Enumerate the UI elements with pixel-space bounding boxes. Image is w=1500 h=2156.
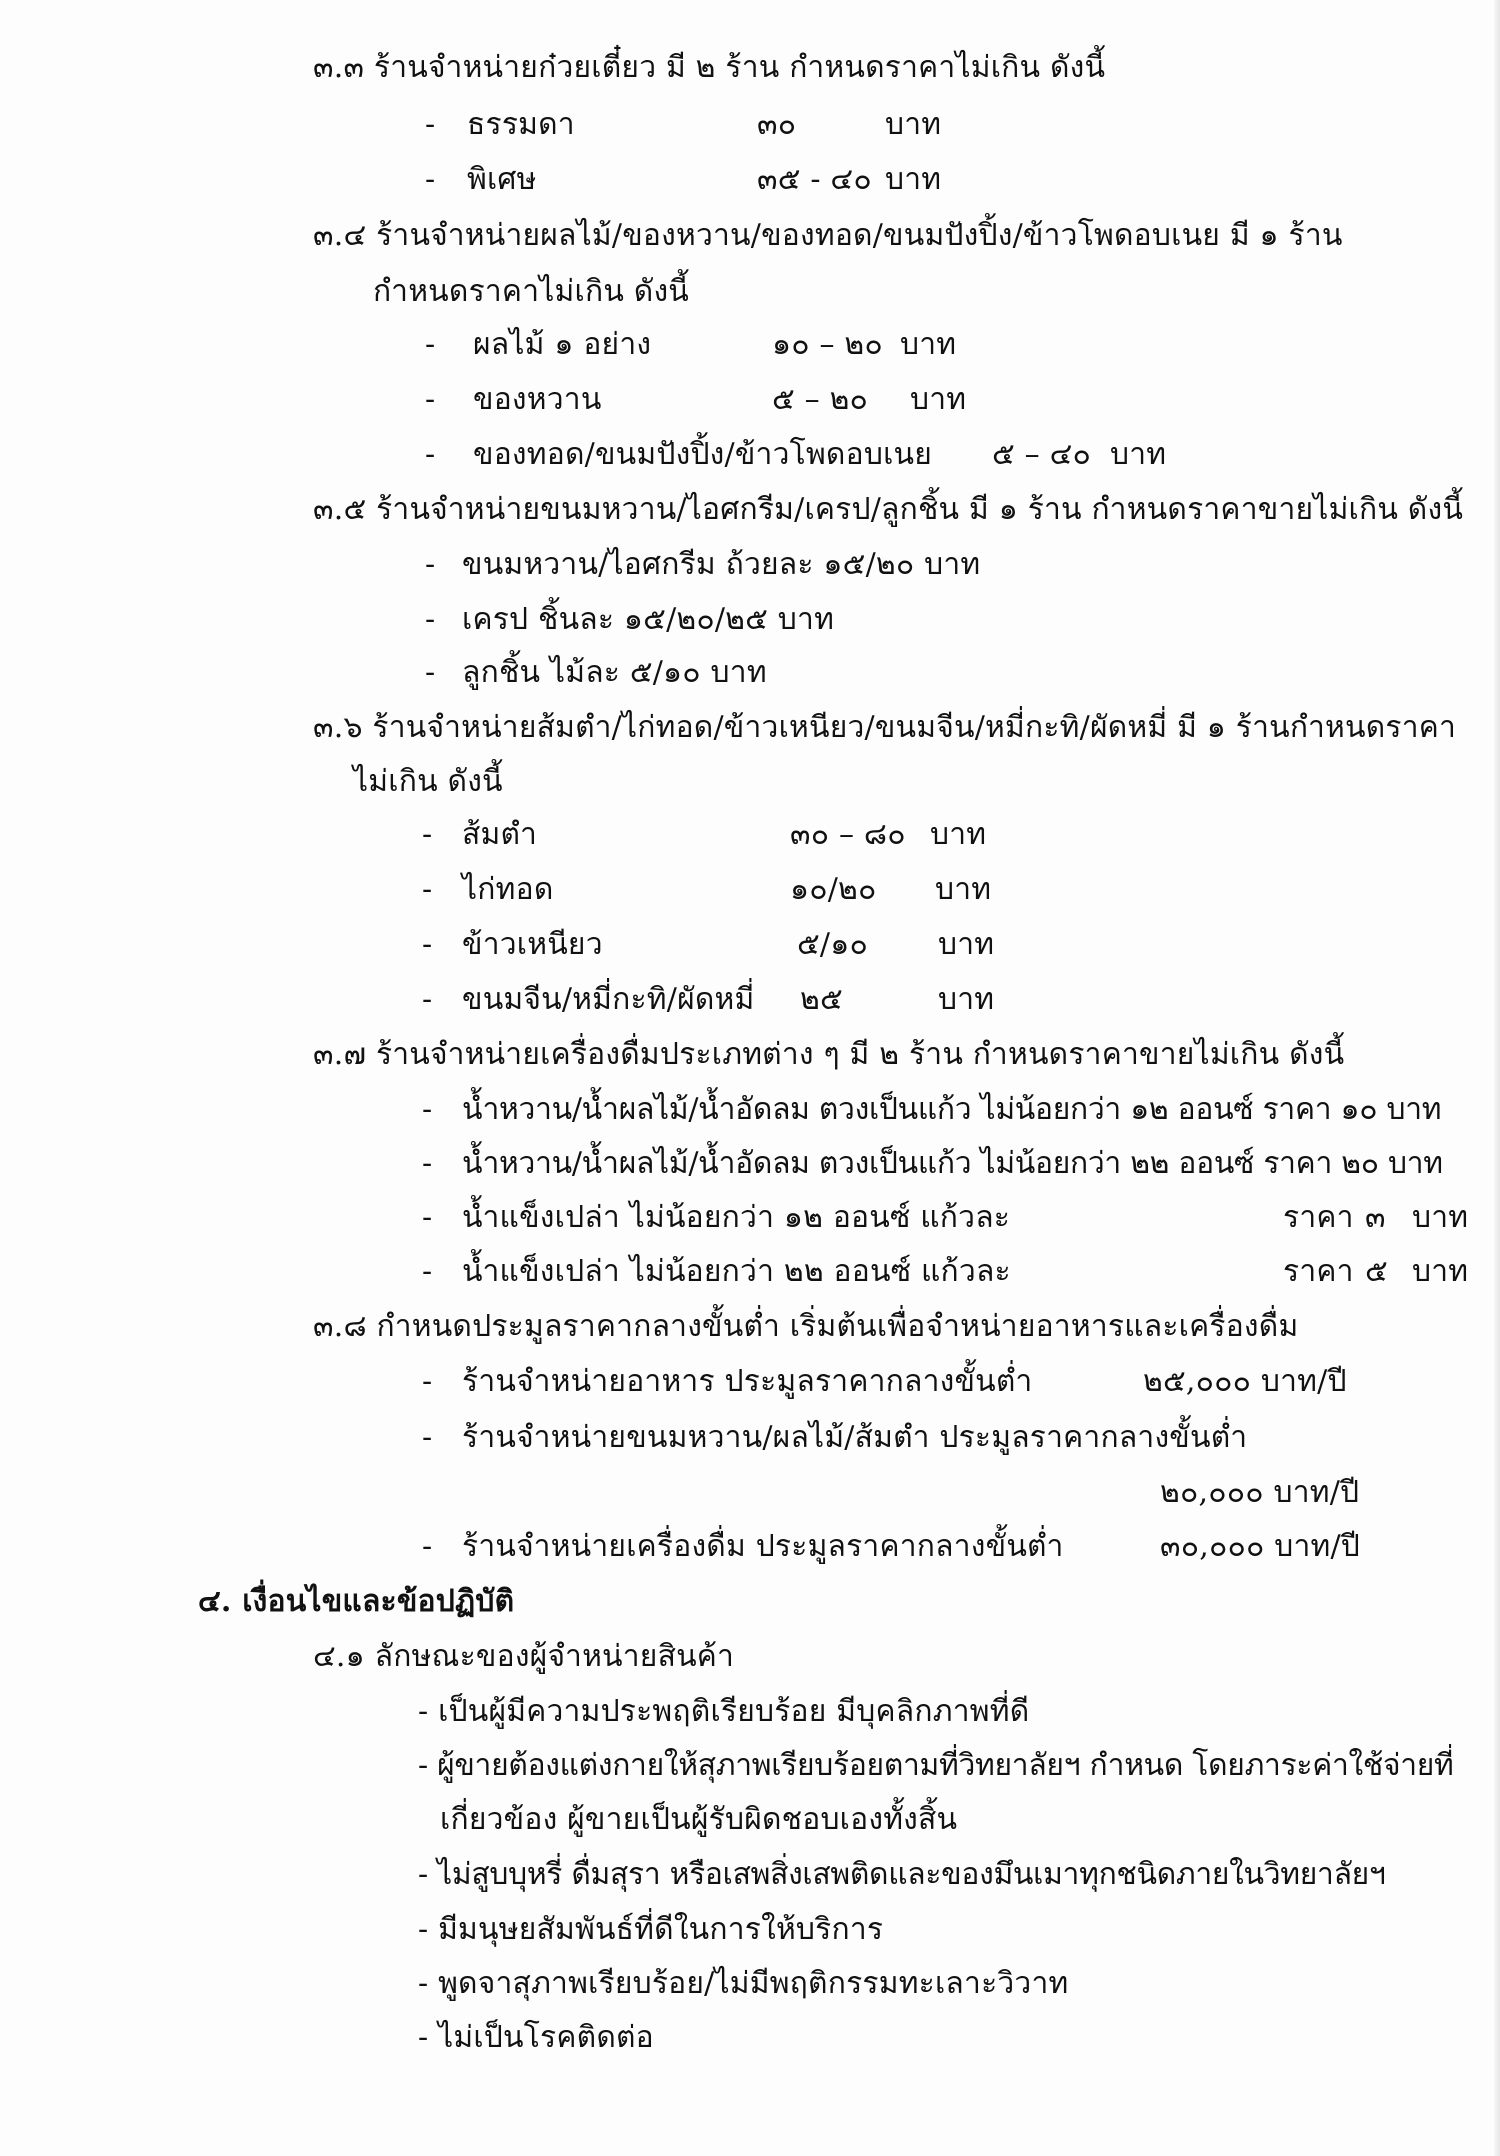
- price-item-name: ขนมจีน/หมี่กะทิ/ผัดหมี่: [462, 982, 755, 1017]
- list-item: - ผู้ขายต้องแต่งกายให้สุภาพเรียบร้อยตามที่วิทยาลัยฯ กำหนด โดยภาระค่าใช้จ่ายที่: [418, 1748, 1454, 1783]
- price-label: ราคา: [1283, 1200, 1354, 1235]
- price-unit: บาท: [885, 162, 942, 197]
- section-3-3-heading: ๓.๓ ร้านจำหน่ายก๋วยเตี๋ยว มี ๒ ร้าน กำหนดราคาไม่เกิน ดังนี้: [313, 50, 1106, 85]
- price-item-name: ของทอด/ขนมปังปิ้ง/ข้าวโพดอบเนย: [473, 437, 933, 472]
- list-dash: -: [425, 162, 436, 197]
- list-dash: -: [422, 927, 433, 962]
- list-item: ร้านจำหน่ายอาหาร ประมูลราคากลางขั้นต่ำ: [462, 1364, 1033, 1399]
- list-item: เครป ชิ้นละ ๑๕/๒๐/๒๕ บาท: [462, 602, 835, 637]
- list-dash: -: [422, 1200, 433, 1235]
- list-item: - มีมนุษยสัมพันธ์ที่ดีในการให้บริการ: [418, 1912, 884, 1947]
- list-dash: -: [425, 655, 436, 690]
- price-unit: บาท: [1412, 1200, 1469, 1235]
- list-dash: -: [422, 1092, 433, 1127]
- section-3-6-heading: ๓.๖ ร้านจำหน่ายส้มตำ/ไก่ทอด/ข้าวเหนียว/ขนมจีน/หมี่กะทิ/ผัดหมี่ มี ๑ ร้านกำหนดราคา: [313, 710, 1457, 745]
- section-3-4-heading: ๓.๔ ร้านจำหน่ายผลไม้/ของหวาน/ของทอด/ขนมปังปิ้ง/ข้าวโพดอบเนย มี ๑ ร้าน: [313, 218, 1343, 253]
- price-value: ๓๐ – ๘๐: [790, 817, 906, 852]
- price-unit: บาท: [910, 382, 967, 417]
- section-4-1-heading: ๔.๑ ลักษณะของผู้จำหน่ายสินค้า: [313, 1639, 735, 1674]
- price-value: ๓๐: [757, 107, 797, 142]
- price-unit: บาท: [935, 872, 992, 907]
- list-dash: -: [422, 982, 433, 1017]
- bid-amount: ๓๐,๐๐๐ บาท/ปี: [1160, 1529, 1361, 1564]
- list-dash: -: [422, 872, 433, 907]
- list-item: น้ำแข็งเปล่า ไม่น้อยกว่า ๒๒ ออนซ์ แก้วละ: [462, 1254, 1011, 1289]
- list-dash: -: [425, 602, 436, 637]
- list-dash: -: [422, 1420, 433, 1455]
- list-dash: -: [422, 1529, 433, 1564]
- price-item-name: ธรรมดา: [467, 107, 575, 142]
- list-item: ร้านจำหน่ายขนมหวาน/ผลไม้/ส้มตำ ประมูลราคากลางขั้นต่ำ: [462, 1420, 1248, 1455]
- list-item: น้ำแข็งเปล่า ไม่น้อยกว่า ๑๒ ออนซ์ แก้วละ: [462, 1200, 1011, 1235]
- section-4-heading: ๔. เงื่อนไขและข้อปฏิบัติ: [198, 1584, 515, 1619]
- list-item: - ไม่สูบบุหรี่ ดื่มสุรา หรือเสพสิ่งเสพติดและของมึนเมาทุกชนิดภายในวิทยาลัยฯ: [418, 1857, 1386, 1892]
- list-dash: -: [425, 327, 436, 362]
- list-item: - พูดจาสุภาพเรียบร้อย/ไม่มีพฤติกรรมทะเลาะวิวาท: [418, 1966, 1069, 2001]
- price-item-name: ข้าวเหนียว: [462, 927, 603, 962]
- list-item: น้ำหวาน/น้ำผลไม้/น้ำอัดลม ตวงเป็นแก้ว ไม่น้อยกว่า ๑๒ ออนซ์ ราคา ๑๐ บาท: [462, 1092, 1442, 1127]
- price-item-name: ของหวาน: [473, 382, 602, 417]
- price-unit: บาท: [930, 817, 987, 852]
- section-3-6-heading-cont: ไม่เกิน ดังนี้: [353, 764, 503, 799]
- price-value: ๒๕: [800, 982, 843, 1017]
- list-item: ร้านจำหน่ายเครื่องดื่ม ประมูลราคากลางขั้นต่ำ: [462, 1529, 1064, 1564]
- list-item: ลูกชิ้น ไม้ละ ๕/๑๐ บาท: [462, 655, 767, 690]
- section-3-7-heading: ๓.๗ ร้านจำหน่ายเครื่องดื่มประเภทต่าง ๆ มี ๒ ร้าน กำหนดราคาขายไม่เกิน ดังนี้: [313, 1037, 1345, 1072]
- list-dash: -: [425, 437, 436, 472]
- section-3-4-heading-cont: กำหนดราคาไม่เกิน ดังนี้: [373, 274, 690, 309]
- list-dash: -: [422, 1254, 433, 1289]
- price-value: ๕ – ๔๐: [992, 437, 1091, 472]
- list-item: - ไม่เป็นโรคติดต่อ: [418, 2020, 654, 2055]
- price-value: ๕/๑๐: [797, 927, 868, 962]
- price-value: ๑๐ – ๒๐: [772, 327, 883, 362]
- list-dash: -: [425, 107, 436, 142]
- list-dash: -: [425, 382, 436, 417]
- list-dash: -: [422, 1364, 433, 1399]
- list-item: น้ำหวาน/น้ำผลไม้/น้ำอัดลม ตวงเป็นแก้ว ไม่น้อยกว่า ๒๒ ออนซ์ ราคา ๒๐ บาท: [462, 1146, 1443, 1181]
- price-value: ๕ – ๒๐: [772, 382, 869, 417]
- list-item: - เป็นผู้มีความประพฤติเรียบร้อย มีบุคลิกภาพที่ดี: [418, 1694, 1030, 1729]
- price-value: ๓๕ - ๔๐: [757, 162, 872, 197]
- price-value: ๕: [1365, 1254, 1388, 1289]
- price-label: ราคา: [1283, 1254, 1354, 1289]
- price-item-name: พิเศษ: [467, 162, 537, 197]
- list-dash: -: [422, 1146, 433, 1181]
- price-value: ๓: [1365, 1200, 1386, 1235]
- price-unit: บาท: [1110, 437, 1167, 472]
- price-value: ๑๐/๒๐: [790, 872, 877, 907]
- list-dash: -: [422, 817, 433, 852]
- price-unit: บาท: [1412, 1254, 1469, 1289]
- price-item-name: ส้มตำ: [462, 817, 538, 852]
- bid-amount: ๒๕,๐๐๐ บาท/ปี: [1143, 1364, 1347, 1399]
- list-item: ขนมหวาน/ไอศกรีม ถ้วยละ ๑๕/๒๐ บาท: [462, 547, 981, 582]
- price-unit: บาท: [885, 107, 942, 142]
- section-3-5-heading: ๓.๕ ร้านจำหน่ายขนมหวาน/ไอศกรีม/เครป/ลูกชิ้น มี ๑ ร้าน กำหนดราคาขายไม่เกิน ดังนี้: [313, 492, 1464, 527]
- price-item-name: ผลไม้ ๑ อย่าง: [473, 327, 652, 362]
- bid-amount: ๒๐,๐๐๐ บาท/ปี: [1160, 1475, 1360, 1510]
- price-unit: บาท: [938, 927, 995, 962]
- price-item-name: ไก่ทอด: [462, 872, 554, 907]
- price-unit: บาท: [938, 982, 995, 1017]
- page-edge-shadow: [1494, 0, 1500, 2156]
- list-dash: -: [425, 547, 436, 582]
- price-unit: บาท: [900, 327, 957, 362]
- list-item-cont: เกี่ยวข้อง ผู้ขายเป็นผู้รับผิดชอบเองทั้งสิ้น: [440, 1802, 958, 1837]
- section-3-8-heading: ๓.๘ กำหนดประมูลราคากลางขั้นต่ำ เริ่มต้นเพื่อจำหน่ายอาหารและเครื่องดื่ม: [313, 1309, 1299, 1344]
